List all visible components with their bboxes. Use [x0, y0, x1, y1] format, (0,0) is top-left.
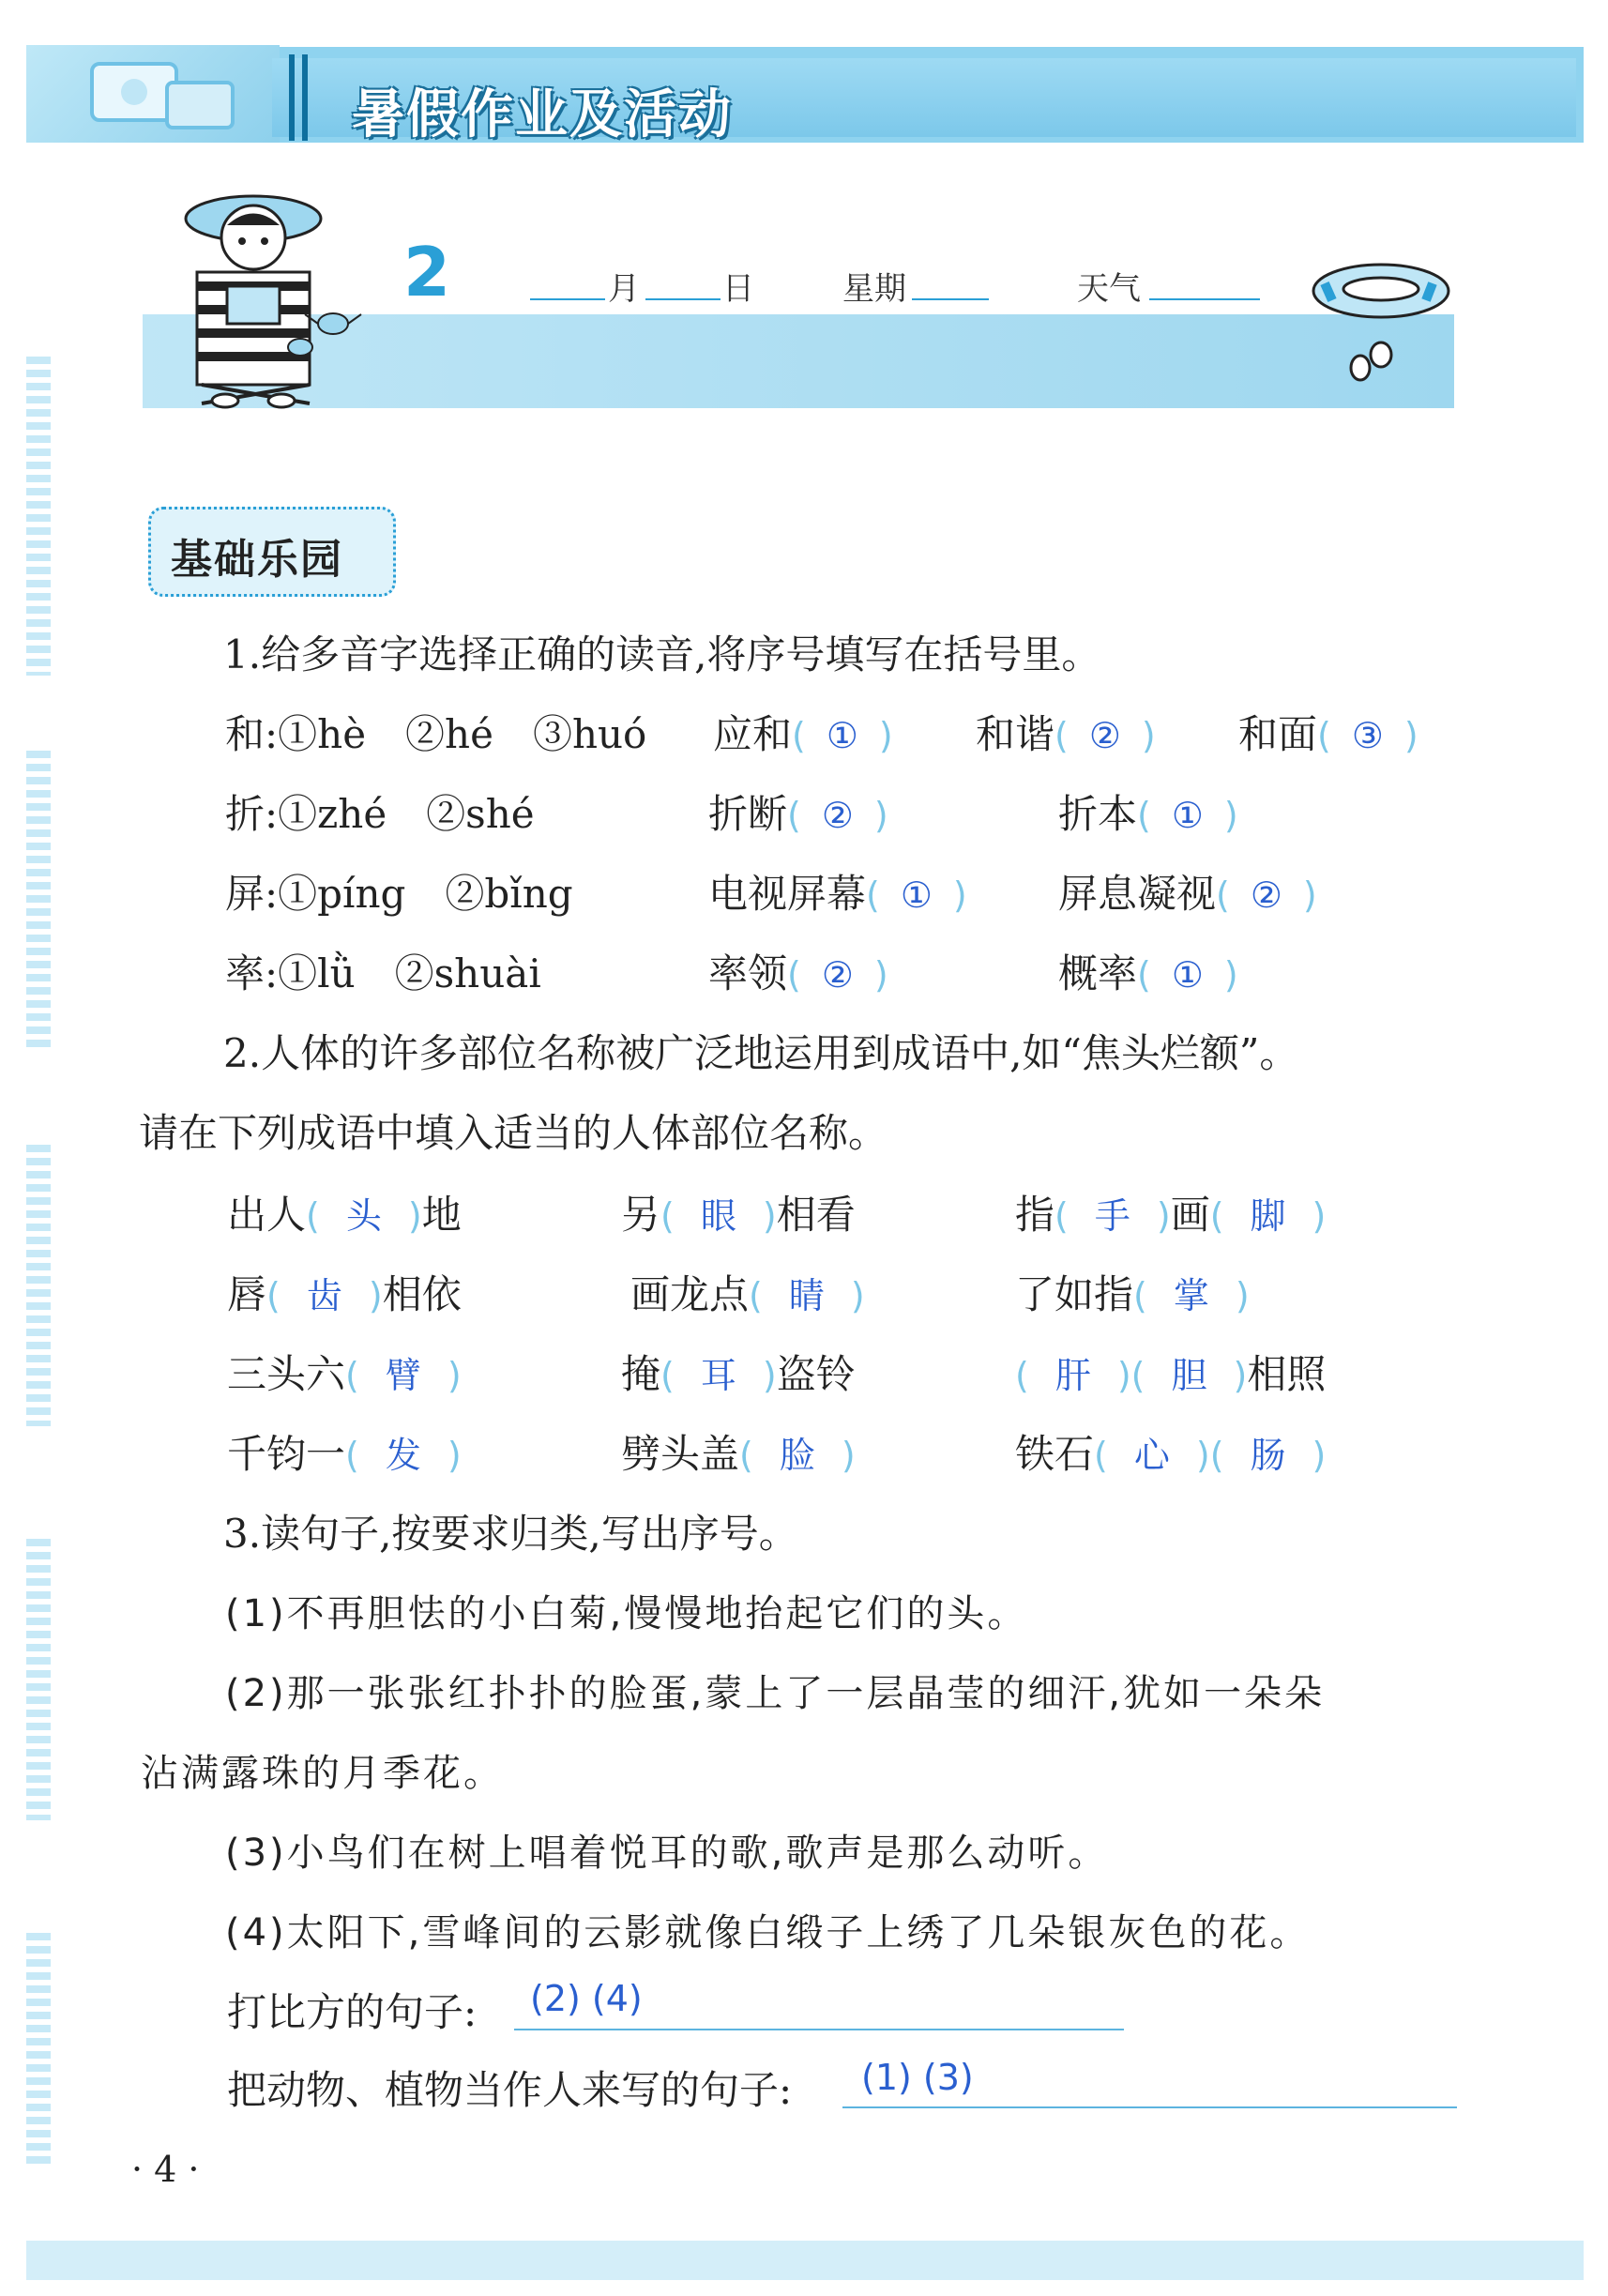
q1-row-1-word-2: 和谐( ② ) — [976, 711, 1156, 757]
child-reading-illustration — [159, 183, 385, 417]
idiom-text: 相照 — [1247, 1351, 1327, 1397]
idiom-answer[interactable]: 脸 — [779, 1435, 815, 1476]
category-2-line — [842, 2106, 1457, 2108]
q1-row-4-word-1: 率领( ② ) — [708, 950, 888, 996]
word: 折断 — [708, 791, 788, 837]
sentence-3: (3)小鸟们在树上唱着悦耳的歌,歌声是那么动听。 — [225, 1832, 1109, 1875]
answer[interactable]: ① — [1171, 795, 1204, 836]
word: 率领 — [708, 950, 788, 996]
word: 和谐 — [976, 711, 1055, 757]
q1-row-2-options: 折:①zhé ②shé — [225, 791, 535, 837]
word: 电视屏幕 — [708, 871, 867, 917]
day-label: 日 — [722, 270, 754, 308]
header-divider — [289, 54, 295, 141]
category-2-answer[interactable]: (1) (3) — [861, 2057, 974, 2098]
q1-row-3-word-2: 屏息凝视( ② ) — [1058, 871, 1317, 917]
idiom-1: 出人( 头 )地 — [227, 1192, 462, 1238]
idiom-answer[interactable]: 发 — [385, 1435, 421, 1476]
idiom-answer[interactable]: 脚 — [1250, 1195, 1286, 1237]
day-blank[interactable] — [645, 298, 721, 300]
idiom-4: 唇( 齿 )相依 — [227, 1271, 462, 1317]
answer[interactable]: ② — [821, 954, 854, 996]
idiom-text: 盗铃 — [776, 1351, 856, 1397]
sentence-4: (4)太阳下,雪峰间的云影就像白缎子上绣了几朵银灰色的花。 — [225, 1911, 1311, 1954]
q1-row-1-word-1: 应和( ① ) — [713, 711, 893, 757]
day-number: 2 — [403, 233, 451, 312]
idiom-2: 另( 眼 )相看 — [621, 1192, 856, 1238]
idiom-text: 地 — [421, 1192, 462, 1238]
idiom-text: 了如指 — [1015, 1271, 1134, 1317]
idiom-text: 出人 — [227, 1192, 307, 1238]
side-decoration — [26, 1145, 51, 1426]
idiom-answer[interactable]: 胆 — [1171, 1355, 1207, 1396]
side-decoration — [26, 357, 51, 676]
idiom-7: 三头六( 臂 ) — [227, 1351, 462, 1397]
idiom-answer[interactable]: 肝 — [1054, 1355, 1091, 1396]
idiom-10: 千钧一( 发 ) — [227, 1431, 462, 1477]
category-1-label: 打比方的句子: — [227, 1989, 478, 2035]
weather-label: 天气 — [1077, 270, 1141, 308]
q1-row-1-options: 和:①hè ②hé ③huó — [225, 711, 647, 757]
idiom-answer[interactable]: 眼 — [700, 1195, 736, 1237]
q1-row-2-word-1: 折断( ② ) — [708, 791, 888, 837]
idiom-answer[interactable]: 心 — [1133, 1435, 1170, 1476]
idiom-text: 画龙点 — [630, 1271, 750, 1317]
q1-row-3-options: 屏:①píng ②bǐng — [225, 871, 573, 917]
month-label: 月 — [608, 270, 640, 308]
answer[interactable]: ① — [900, 874, 933, 916]
idiom-9: ( 肝 )( 胆 )相照 — [1015, 1351, 1327, 1397]
idiom-text: 劈头盖 — [621, 1431, 740, 1477]
idiom-answer[interactable]: 掌 — [1173, 1275, 1209, 1316]
answer[interactable]: ③ — [1351, 715, 1384, 756]
category-2-label: 把动物、植物当作人来写的句子: — [227, 2067, 793, 2113]
idiom-text: 唇 — [227, 1271, 267, 1317]
side-decoration — [26, 1539, 51, 1820]
idiom-12: 铁石( 心 )( 肠 ) — [1015, 1431, 1327, 1477]
side-decoration — [26, 751, 51, 1051]
idiom-3: 指( 手 )画( 脚 ) — [1015, 1192, 1327, 1238]
sentence-2-cont: 沾满露珠的月季花。 — [141, 1752, 504, 1795]
word: 和面 — [1238, 711, 1318, 757]
swim-ring-icon — [1306, 253, 1465, 388]
idiom-answer[interactable]: 耳 — [700, 1355, 736, 1396]
answer[interactable]: ① — [1171, 954, 1204, 996]
idiom-text: 另 — [621, 1192, 661, 1238]
idiom-answer[interactable]: 齿 — [306, 1275, 342, 1316]
page-number: · 4 · — [131, 2149, 200, 2190]
sentence-1: (1)不再胆怯的小白菊,慢慢地抬起它们的头。 — [225, 1592, 1028, 1635]
weekday-blank[interactable] — [912, 298, 989, 300]
idiom-text: 千钧一 — [227, 1431, 346, 1477]
header-illustration — [26, 45, 280, 143]
idiom-text: 三头六 — [227, 1351, 346, 1397]
question-3-prompt: 3.读句子,按要求归类,写出序号。 — [223, 1511, 798, 1557]
footer-bar — [26, 2241, 1584, 2280]
answer[interactable]: ② — [1088, 715, 1121, 756]
idiom-answer[interactable]: 肠 — [1250, 1435, 1286, 1476]
question-1-prompt: 1.给多音字选择正确的读音,将序号填写在括号里。 — [223, 631, 1101, 677]
idiom-text: 画 — [1170, 1192, 1210, 1238]
month-blank[interactable] — [530, 298, 605, 300]
q1-row-2-word-2: 折本( ① ) — [1058, 791, 1238, 837]
sentence-2: (2)那一张张红扑扑的脸蛋,蒙上了一层晶莹的细汗,犹如一朵朵 — [225, 1672, 1326, 1715]
idiom-text: 相看 — [776, 1192, 856, 1238]
q1-row-1-word-3: 和面( ③ ) — [1238, 711, 1418, 757]
idiom-5: 画龙点( 睛 ) — [630, 1271, 865, 1317]
idiom-answer[interactable]: 臂 — [385, 1355, 421, 1396]
word: 折本 — [1058, 791, 1138, 837]
q1-row-4-word-2: 概率( ① ) — [1058, 950, 1238, 996]
question-2-prompt-line2: 请在下列成语中填入适当的人体部位名称。 — [139, 1110, 888, 1156]
idiom-text: 相依 — [382, 1271, 462, 1317]
category-1-line — [514, 2029, 1124, 2030]
word: 应和 — [713, 711, 793, 757]
answer[interactable]: ① — [826, 715, 858, 756]
answer[interactable]: ② — [1250, 874, 1282, 916]
idiom-text: 铁石 — [1015, 1431, 1095, 1477]
word: 屏息凝视 — [1058, 871, 1217, 917]
q1-row-3-word-1: 电视屏幕( ① ) — [708, 871, 967, 917]
side-decoration — [26, 1933, 51, 2167]
question-2-prompt-line1: 2.人体的许多部位名称被广泛地运用到成语中,如“焦头烂额”。 — [223, 1030, 1299, 1076]
idiom-6: 了如指( 掌 ) — [1015, 1271, 1250, 1317]
idiom-8: 掩( 耳 )盗铃 — [621, 1351, 856, 1397]
q1-row-4-options: 率:①lǜ ②shuài — [225, 950, 541, 996]
header-title: 暑假作业及活动 — [352, 84, 733, 145]
weather-blank[interactable] — [1149, 298, 1260, 300]
idiom-answer[interactable]: 手 — [1094, 1195, 1130, 1237]
idiom-text: 指 — [1015, 1192, 1055, 1238]
category-1-answer[interactable]: (2) (4) — [530, 1978, 643, 2019]
idiom-text: 掩 — [621, 1351, 661, 1397]
answer[interactable]: ② — [821, 795, 854, 836]
header-divider — [302, 54, 308, 141]
word: 概率 — [1058, 950, 1138, 996]
section-badge-label: 基础乐园 — [171, 536, 343, 584]
weekday-label: 星期 — [842, 270, 906, 308]
idiom-answer[interactable]: 睛 — [788, 1275, 825, 1316]
idiom-11: 劈头盖( 脸 ) — [621, 1431, 856, 1477]
idiom-answer[interactable]: 头 — [345, 1195, 382, 1237]
